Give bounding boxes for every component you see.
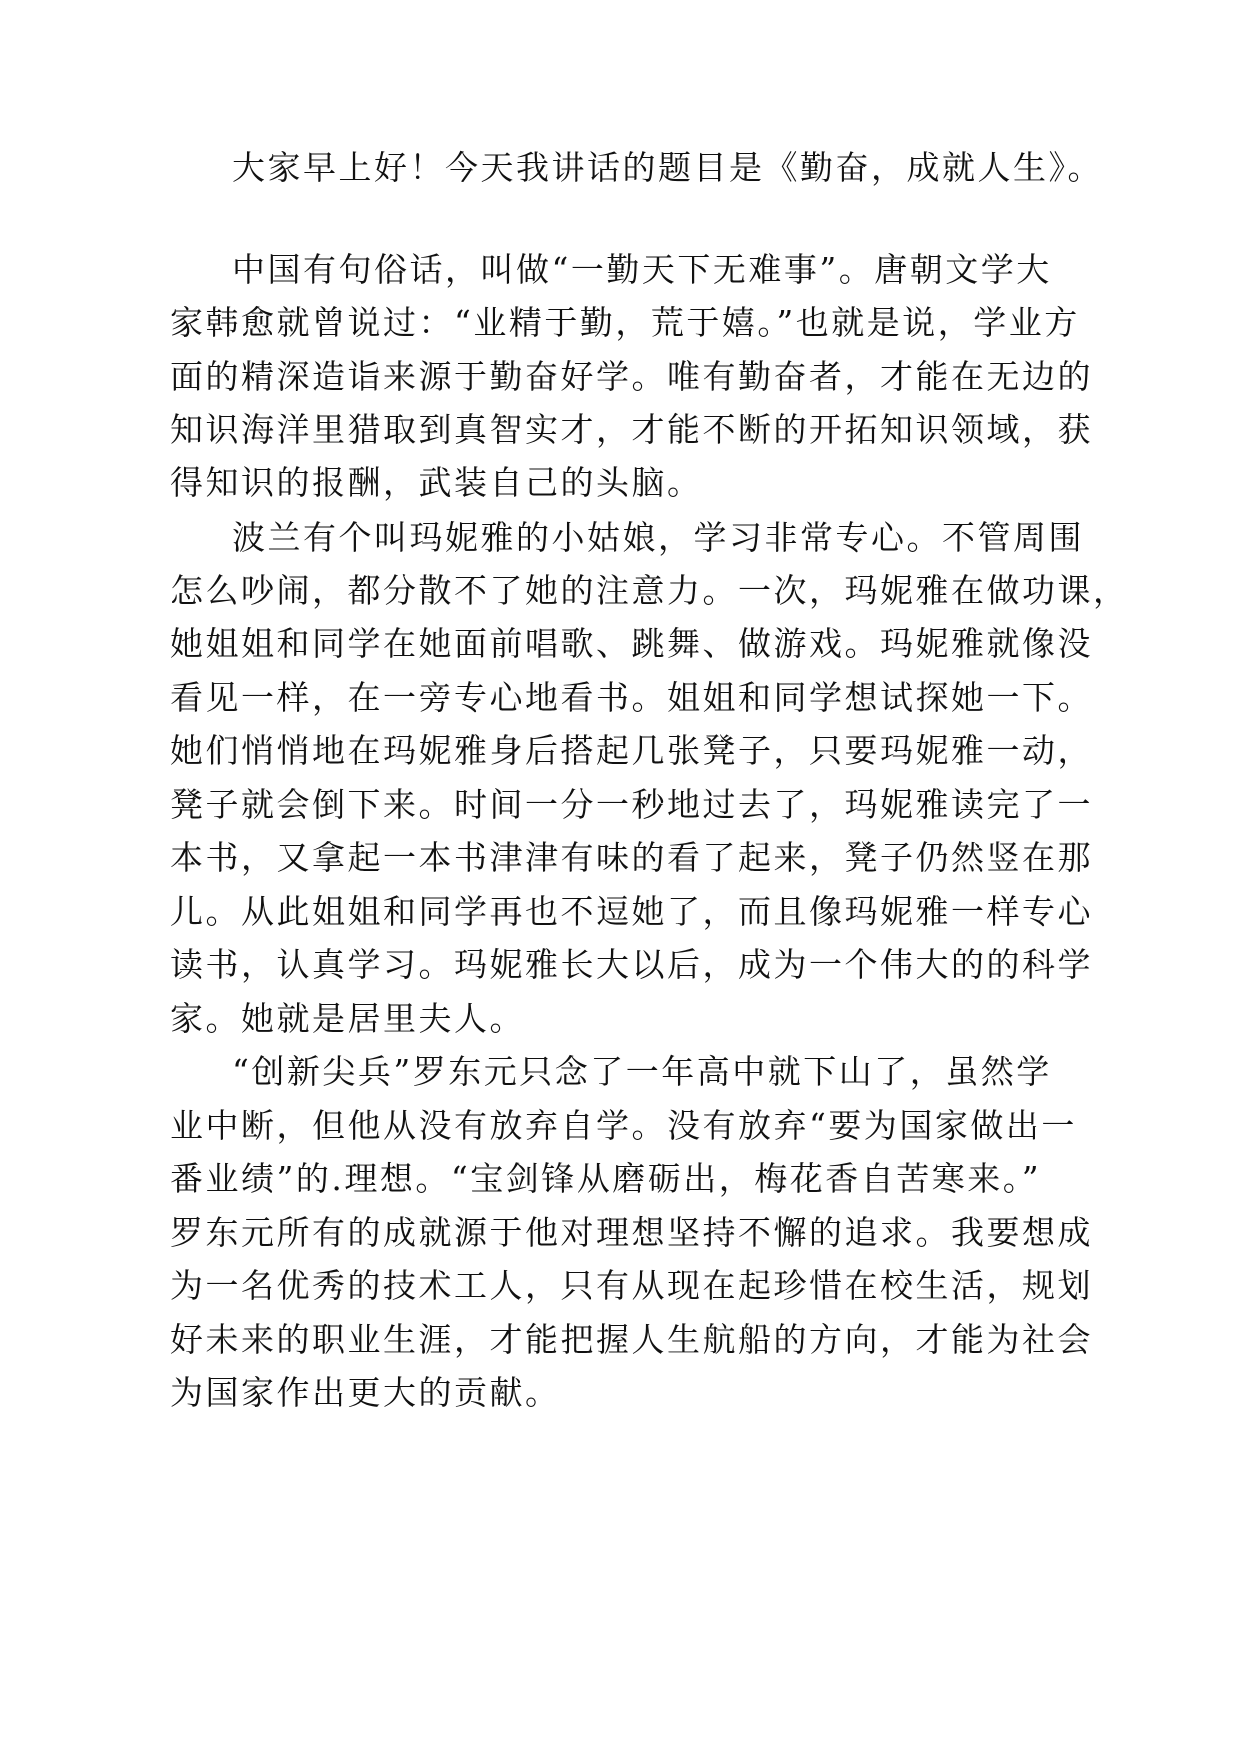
paragraph-1-line-2: 家韩愈就曾说过：“业精于勤，荒于嬉。”也就是说，学业方	[170, 303, 1080, 342]
paragraph-2-line-7: 本书，又拿起一本书津津有味的看了起来，凳子仍然竖在那	[170, 838, 1093, 877]
paragraph-2-line-6: 凳子就会倒下来。时间一分一秒地过去了，玛妮雅读完了一	[170, 785, 1093, 824]
paragraph-3-line-3: 番业绩”的.理想。“宝剑锋从磨砺出，梅花香自苦寒来。”	[170, 1159, 1042, 1198]
paragraph-3-line-7: 为国家作出更大的贡献。	[170, 1373, 561, 1412]
paragraph-3-line-6: 好未来的职业生涯，才能把握人生航船的方向，才能为社会	[170, 1320, 1093, 1359]
paragraph-2-line-3: 她姐姐和同学在她面前唱歌、跳舞、做游戏。玛妮雅就像没	[170, 624, 1093, 663]
paragraph-2-line-4: 看见一样，在一旁专心地看书。姐姐和同学想试探她一下。	[170, 678, 1093, 717]
paragraph-2-line-8: 儿。从此姐姐和同学再也不逗她了，而且像玛妮雅一样专心	[170, 892, 1093, 931]
paragraph-1-line-1: 中国有句俗话，叫做“一勤天下无难事”。唐朝文学大	[232, 250, 1052, 289]
paragraph-1-line-3: 面的精深造诣来源于勤奋好学。唯有勤奋者，才能在无边的	[170, 357, 1093, 396]
paragraph-3-line-2: 业中断，但他从没有放弃自学。没有放弃“要为国家做出一	[170, 1106, 1077, 1145]
paragraph-2-line-5: 她们悄悄地在玛妮雅身后搭起几张凳子，只要玛妮雅一动，	[170, 731, 1093, 770]
paragraph-2-line-1: 波兰有个叫玛妮雅的小姑娘，学习非常专心。不管周围	[232, 518, 1084, 557]
paragraph-2-line-2: 怎么吵闹，都分散不了她的注意力。一次，玛妮雅在做功课，	[170, 571, 1129, 610]
paragraph-3-line-5: 为一名优秀的技术工人，只有从现在起珍惜在校生活，规划	[170, 1266, 1093, 1305]
paragraph-3-line-4: 罗东元所有的成就源于他对理想坚持不懈的追求。我要想成	[170, 1213, 1093, 1252]
greeting-line: 大家早上好！今天我讲话的题目是《勤奋，成就人生》。	[232, 148, 1103, 187]
paragraph-2-line-10: 家。她就是居里夫人。	[170, 999, 525, 1038]
paragraph-2-line-9: 读书，认真学习。玛妮雅长大以后，成为一个伟大的的科学	[170, 945, 1093, 984]
paragraph-1-line-5: 得知识的报酬，武装自己的头脑。	[170, 463, 703, 502]
paragraph-1-line-4: 知识海洋里猎取到真智实才，才能不断的开拓知识领域，获	[170, 410, 1093, 449]
paragraph-3-line-1: “创新尖兵”罗东元只念了一年高中就下山了，虽然学	[232, 1052, 1052, 1091]
